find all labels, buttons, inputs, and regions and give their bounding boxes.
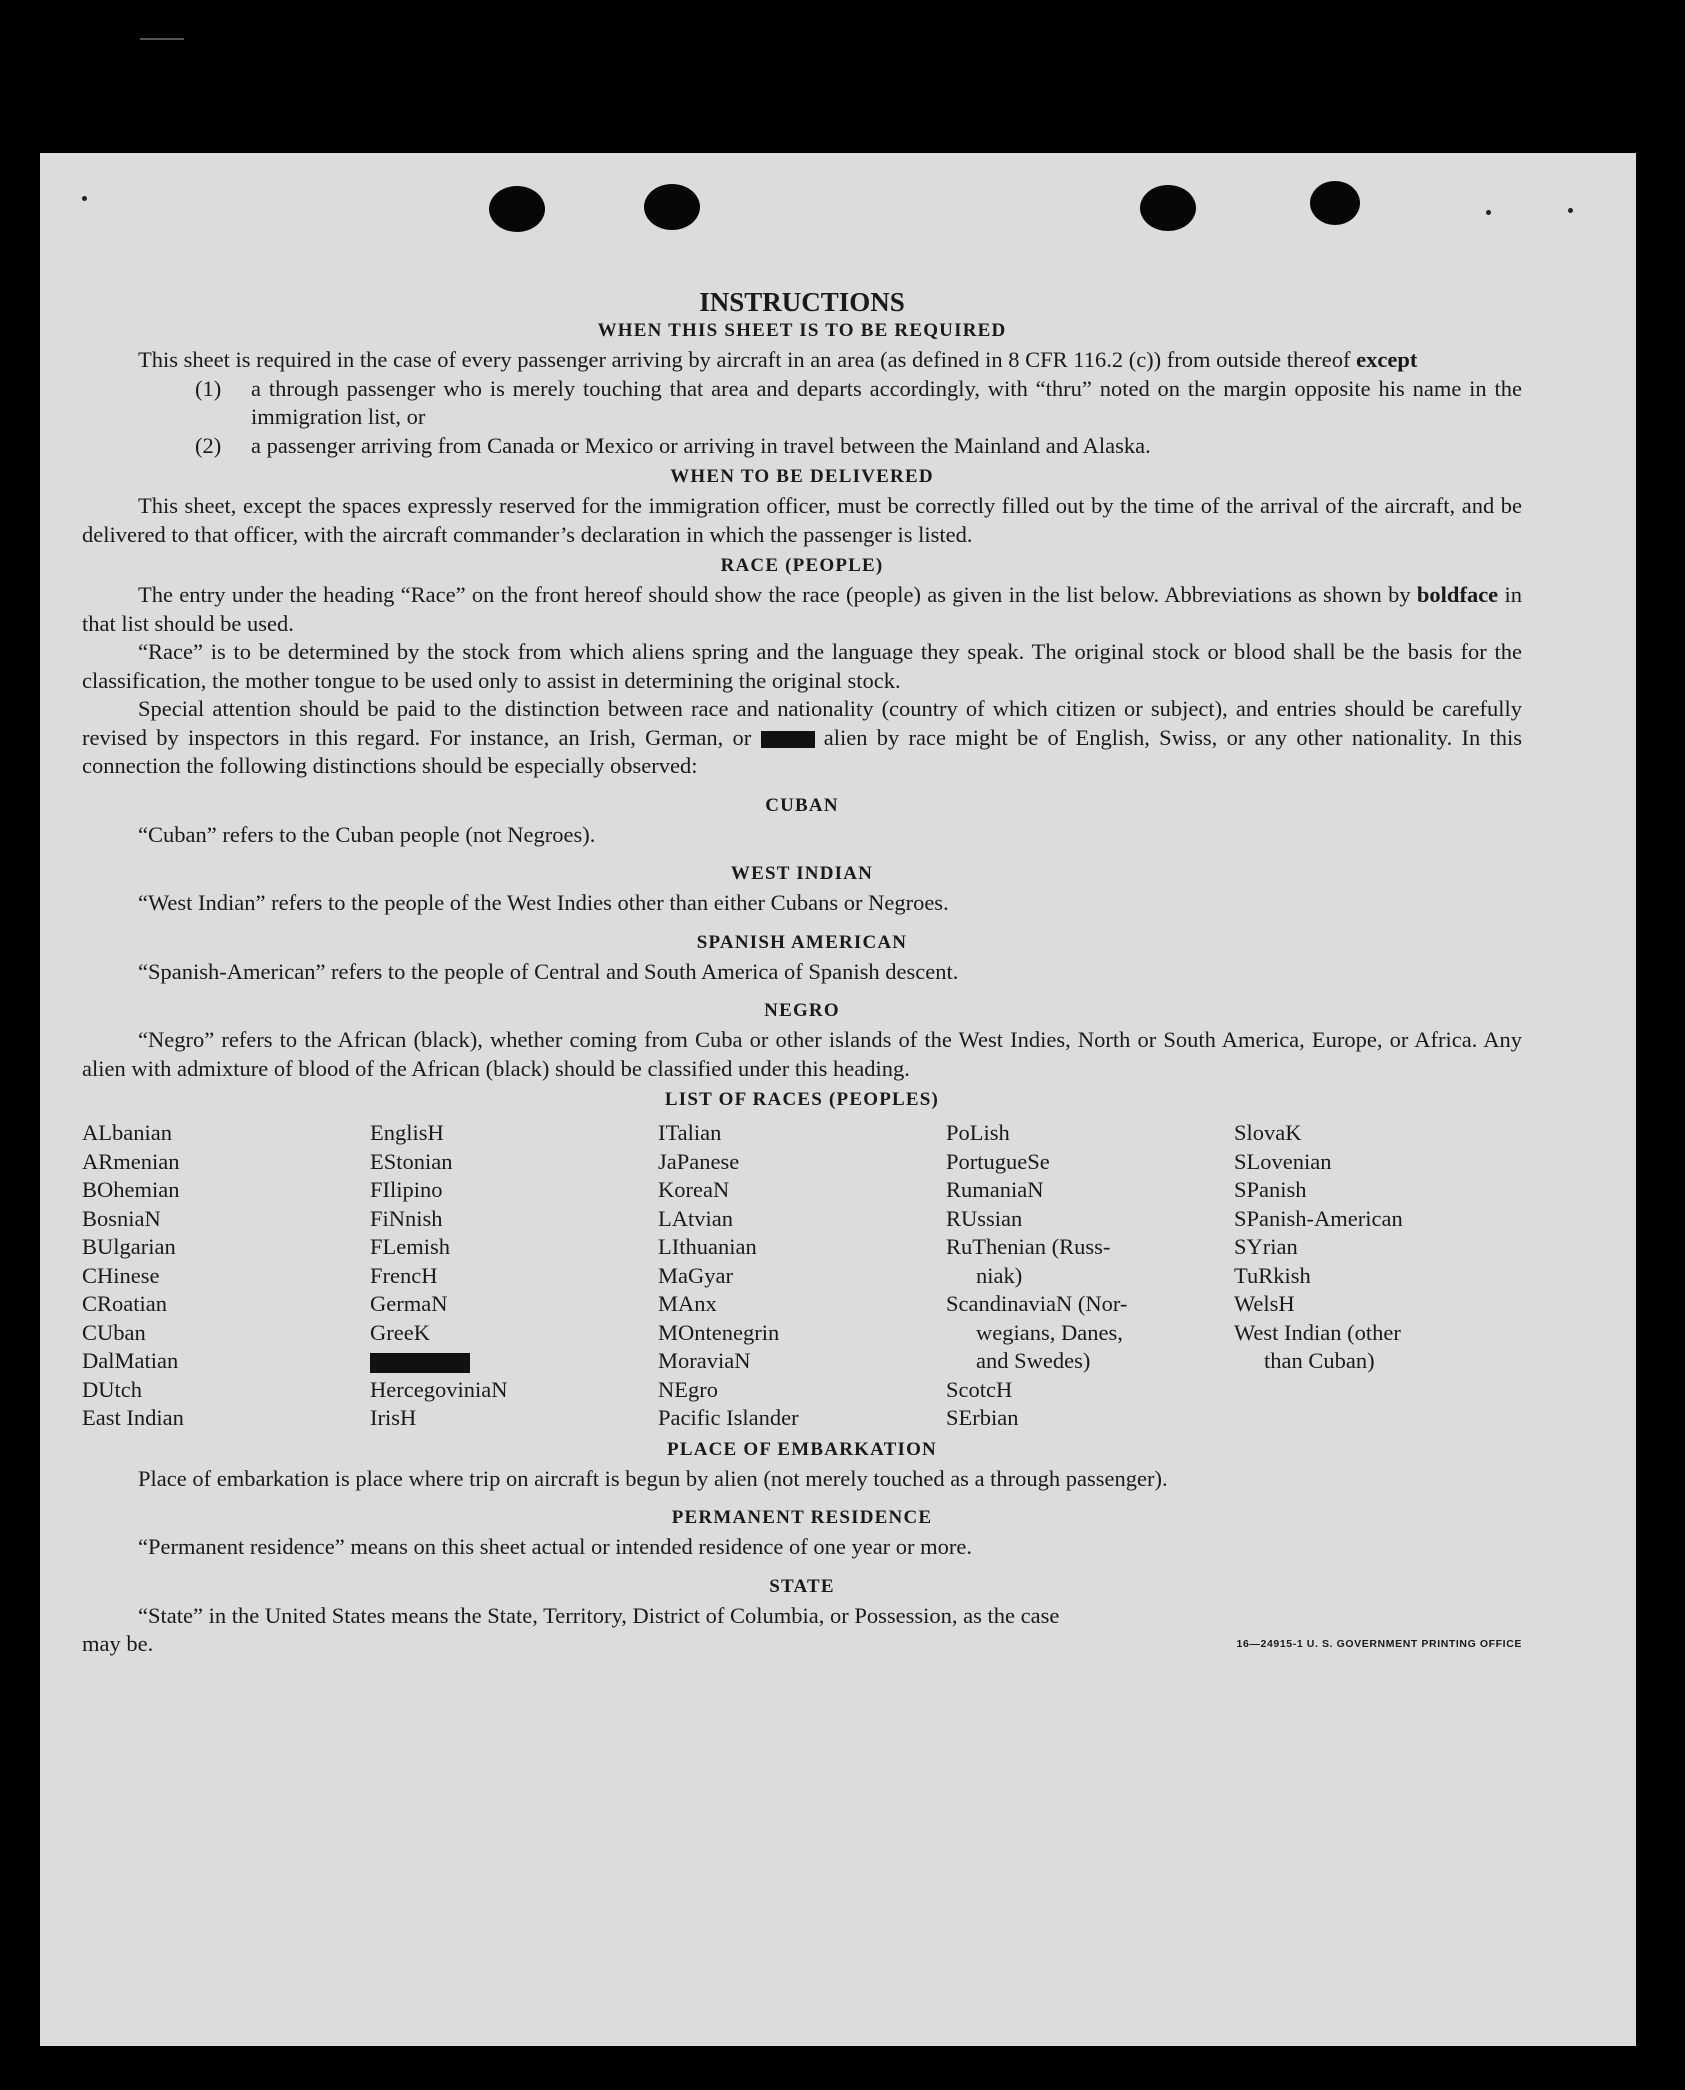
- race-item: MaGyar: [658, 1262, 733, 1288]
- race-item: WelsH: [1234, 1291, 1295, 1316]
- paragraph: “West Indian” refers to the people of the West Indies other than either Cubans or Negroes.: [138, 890, 949, 915]
- race-item: GreeK: [370, 1319, 430, 1345]
- race-item: ALbanian: [82, 1120, 172, 1145]
- race-item: niak): [976, 1262, 1023, 1288]
- race-item: Pacific Islander: [658, 1405, 799, 1430]
- heading-cuban: CUBAN: [765, 794, 839, 816]
- race-item: MoraviaN: [658, 1348, 751, 1373]
- race-item: SlovaK: [1234, 1120, 1302, 1145]
- race-item: LIthuanian: [658, 1234, 757, 1259]
- heading-when-required: WHEN THIS SHEET IS TO BE REQUIRED: [597, 320, 1007, 341]
- race-item: RUssian: [946, 1205, 1023, 1231]
- race-item: RumaniaN: [946, 1177, 1044, 1202]
- paragraph: “Race” is to be determined by the stock from which aliens spring and the language they speak. The original stock or blood shall be the basis for the classification, the mother tongue to be used only to assist in determining the original stock.: [82, 639, 1522, 693]
- race-item: wegians, Danes,: [976, 1319, 1123, 1345]
- paragraph: The entry under the heading “Race” on the front hereof should show the race (people) as given in the list below. Abbreviations as shown by boldface in that list should be used.: [82, 582, 1522, 636]
- race-item: MAnx: [658, 1291, 717, 1316]
- scan-edge-mark: [140, 38, 184, 40]
- race-item: BosniaN: [82, 1205, 161, 1231]
- race-column: [1234, 1119, 1522, 1433]
- race-item: FiNnish: [370, 1205, 443, 1231]
- race-item-redacted: [370, 1347, 658, 1376]
- race-item: FIlipino: [370, 1177, 443, 1202]
- punch-hole: [1310, 181, 1360, 225]
- heading-list-of-races: LIST OF RACES (PEOPLES): [664, 1089, 940, 1110]
- paragraph: Place of embarkation is place where trip on aircraft is begun by alien (not merely touched as a through passenger).: [138, 1465, 1168, 1491]
- punch-hole: [644, 184, 700, 230]
- race-item: MOntenegrin: [658, 1319, 780, 1345]
- race-item: BOhemian: [82, 1177, 180, 1202]
- race-item: GermaN: [370, 1291, 448, 1316]
- race-item: CRoatian: [82, 1291, 167, 1316]
- race-item: East Indian: [82, 1405, 184, 1430]
- race-item: NEgro: [658, 1376, 718, 1402]
- paragraph: “Cuban” refers to the Cuban people (not Negroes).: [138, 821, 596, 847]
- race-item: HercegoviniaN: [370, 1376, 508, 1402]
- race-item: PortugueSe: [946, 1148, 1050, 1174]
- redaction-mark: [761, 731, 815, 748]
- heading-when-delivered: WHEN TO BE DELIVERED: [670, 466, 934, 487]
- paragraph: Special attention should be paid to the distinction between race and nationality (country of which citizen or subject), and entries should be carefully revised by inspectors in this regard. For instance, an Irish, German, or alien by race might be of English, Swiss, or any other nationality. In this connection the following distinctions should be especially observed:: [82, 696, 1522, 778]
- paragraph: This sheet is required in the case of every passenger arriving by aircraft in an area (as defined in 8 CFR 116.2 (c)) from outside thereof except: [138, 347, 1418, 372]
- heading-state: STATE: [769, 1575, 835, 1597]
- list-item: (2) a passenger arriving from Canada or Mexico or arriving in travel between the Mainland and Alaska.: [195, 432, 1151, 458]
- paragraph: “Permanent residence” means on this sheet actual or intended residence of one year or more.: [138, 1534, 973, 1559]
- race-list: [82, 1119, 1522, 1433]
- race-item: JaPanese: [658, 1148, 740, 1174]
- list-item: (1) a through passenger who is merely touching that area and departs accordingly, with “thru” noted on the margin opposite his name in the immigration list, or: [195, 375, 1522, 429]
- heading-west-indian: WEST INDIAN: [730, 863, 874, 884]
- race-item: SPanish: [1234, 1177, 1307, 1202]
- race-item: RuThenian (Russ-: [946, 1234, 1111, 1259]
- race-item: TuRkish: [1234, 1262, 1311, 1288]
- race-item: EnglisH: [370, 1120, 444, 1145]
- race-item: BUlgarian: [82, 1234, 176, 1259]
- race-item: SPanish-American: [1234, 1205, 1403, 1231]
- race-item: SLovenian: [1234, 1148, 1332, 1174]
- race-item: West Indian (other: [1234, 1319, 1401, 1345]
- heading-permanent-residence: PERMANENT RESIDENCE: [671, 1507, 933, 1528]
- race-item: KoreaN: [658, 1177, 730, 1202]
- race-item: than Cuban): [1264, 1348, 1375, 1373]
- race-column: [946, 1119, 1234, 1433]
- paragraph: “Spanish-American” refers to the people of Central and South America of Spanish descent.: [138, 958, 959, 984]
- heading-negro: NEGRO: [764, 1000, 840, 1021]
- speck: [1486, 210, 1491, 215]
- page-title: INSTRUCTIONS: [699, 287, 905, 317]
- race-column: [370, 1119, 658, 1433]
- printer-imprint: 16—24915-1 U. S. GOVERNMENT PRINTING OFFICE: [1236, 1638, 1522, 1650]
- race-column: [658, 1119, 946, 1433]
- race-item: SErbian: [946, 1405, 1019, 1430]
- race-item: ScotcH: [946, 1376, 1013, 1402]
- race-column: [82, 1119, 370, 1433]
- race-item: ARmenian: [82, 1148, 180, 1174]
- paragraph: “State” in the United States means the State, Territory, District of Columbia, or Possession, as the case: [138, 1602, 1060, 1628]
- punch-hole: [1140, 185, 1196, 231]
- race-item: CUban: [82, 1319, 146, 1345]
- race-item: SYrian: [1234, 1234, 1298, 1259]
- instructions-content: [82, 286, 1522, 1659]
- race-item: LAtvian: [658, 1205, 733, 1231]
- paragraph-end: may be.: [82, 1631, 154, 1656]
- document-page: [40, 153, 1636, 2046]
- race-item: CHinese: [82, 1262, 160, 1288]
- race-item: ITalian: [658, 1120, 722, 1145]
- race-item: ScandinaviaN (Nor-: [946, 1291, 1128, 1316]
- paragraph: This sheet, except the spaces expressly reserved for the immigration officer, must be correctly filled out by the time of the arrival of the aircraft, and be delivered to that officer, with the aircraft commander’s declaration in which the passenger is listed.: [82, 493, 1522, 547]
- heading-place-of-embarkation: PLACE OF EMBARKATION: [667, 1438, 937, 1460]
- race-item: DalMatian: [82, 1348, 179, 1373]
- punch-hole: [489, 186, 545, 232]
- speck: [1568, 208, 1573, 213]
- heading-spanish-american: SPANISH AMERICAN: [696, 931, 908, 953]
- race-item: and Swedes): [976, 1348, 1091, 1373]
- redaction-mark: [370, 1353, 470, 1373]
- heading-race: RACE (PEOPLE): [720, 555, 884, 576]
- race-item: FrencH: [370, 1262, 438, 1288]
- race-item: IrisH: [370, 1405, 417, 1430]
- race-item: DUtch: [82, 1376, 142, 1402]
- race-item: PoLish: [946, 1120, 1010, 1145]
- race-item: EStonian: [370, 1148, 453, 1174]
- race-item: FLemish: [370, 1234, 451, 1259]
- paragraph: “Negro” refers to the African (black), whether coming from Cuba or other islands of the West Indies, North or South America, Europe, or Africa. Any alien with admixture of blood of the African (black) should be classified under this heading.: [82, 1027, 1522, 1081]
- speck: [82, 196, 87, 201]
- closing-row: [82, 1630, 1522, 1659]
